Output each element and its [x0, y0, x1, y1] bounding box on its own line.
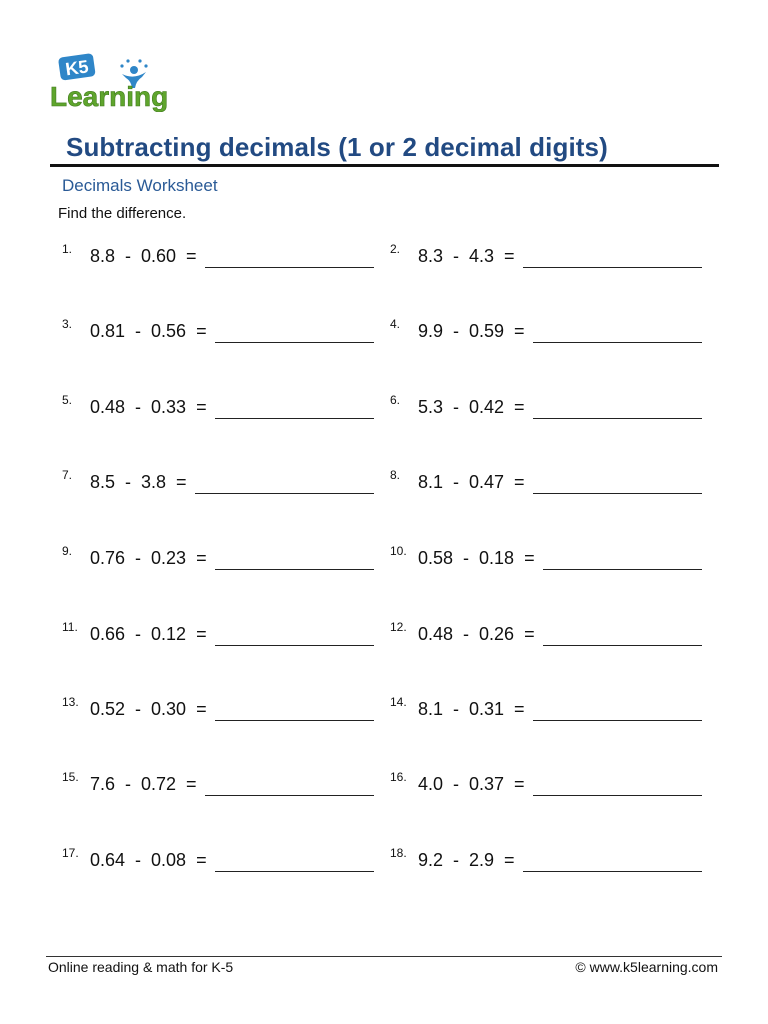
footer-tagline: Online reading & math for K-5 — [48, 959, 234, 975]
problem-11 — [62, 618, 374, 646]
answer-line[interactable] — [215, 341, 374, 343]
problem-expression: 0.52 - 0.30 = — [90, 699, 207, 719]
problem-8 — [390, 466, 702, 494]
problem-9 — [62, 542, 374, 570]
answer-line[interactable] — [215, 644, 374, 646]
answer-line[interactable] — [215, 417, 374, 419]
svg-text:Learning: Learning — [50, 81, 169, 112]
problem-number: 18. — [390, 846, 407, 860]
problem-expression: 8.5 - 3.8 = — [90, 472, 187, 492]
answer-line[interactable] — [215, 568, 374, 570]
problem-number: 12. — [390, 620, 407, 634]
problem-expression: 8.8 - 0.60 = — [90, 246, 197, 266]
svg-text:K5: K5 — [64, 56, 90, 80]
problem-7 — [62, 466, 374, 494]
problem-4 — [390, 315, 702, 343]
problem-number: 2. — [390, 242, 401, 256]
problem-number: 9. — [62, 544, 73, 558]
answer-line[interactable] — [533, 719, 702, 721]
problem-number: 6. — [390, 393, 401, 407]
problem-expression: 8.1 - 0.31 = — [418, 699, 525, 719]
problem-number: 8. — [390, 468, 401, 482]
problem-3 — [62, 315, 374, 343]
problem-expression: 9.9 - 0.59 = — [418, 321, 525, 341]
problem-16 — [390, 768, 702, 796]
problem-number: 14. — [390, 695, 407, 709]
answer-line[interactable] — [195, 492, 374, 494]
answer-line[interactable] — [523, 266, 702, 268]
problem-expression: 5.3 - 0.42 = — [418, 397, 525, 417]
page-title: Subtracting decimals (1 or 2 decimal digits) — [66, 132, 608, 162]
problem-expression: 0.48 - 0.33 = — [90, 397, 207, 417]
problem-14 — [390, 693, 702, 721]
problem-expression: 0.64 - 0.08 = — [90, 850, 207, 870]
problem-expression: 9.2 - 2.9 = — [418, 850, 515, 870]
problem-12 — [390, 618, 702, 646]
problem-expression: 0.66 - 0.12 = — [90, 624, 207, 644]
answer-line[interactable] — [215, 719, 374, 721]
problem-expression: 8.3 - 4.3 = — [418, 246, 515, 266]
answer-line[interactable] — [533, 341, 702, 343]
problem-10 — [390, 542, 702, 570]
problem-number: 3. — [62, 317, 73, 331]
problem-expression: 0.48 - 0.26 = — [418, 624, 535, 644]
answer-line[interactable] — [543, 568, 702, 570]
problem-6 — [390, 391, 702, 419]
problem-15 — [62, 768, 374, 796]
answer-line[interactable] — [215, 870, 374, 872]
problem-expression: 8.1 - 0.47 = — [418, 472, 525, 492]
answer-line[interactable] — [533, 794, 702, 796]
problem-number: 7. — [62, 468, 73, 482]
answer-line[interactable] — [533, 492, 702, 494]
answer-line[interactable] — [533, 417, 702, 419]
problem-number: 1. — [62, 242, 73, 256]
problem-5 — [62, 391, 374, 419]
problem-1 — [62, 240, 374, 268]
answer-line[interactable] — [543, 644, 702, 646]
problem-number: 11. — [62, 620, 78, 634]
footer-divider — [46, 956, 722, 957]
problem-expression: 0.81 - 0.56 = — [90, 321, 207, 341]
problem-number: 15. — [62, 770, 79, 784]
problem-expression: 4.0 - 0.37 = — [418, 774, 525, 794]
problem-13 — [62, 693, 374, 721]
worksheet-subtitle: Decimals Worksheet — [62, 176, 218, 195]
problem-number: 13. — [62, 695, 79, 709]
problem-number: 16. — [390, 770, 407, 784]
problem-number: 17. — [62, 846, 79, 860]
problem-number: 10. — [390, 544, 407, 558]
problem-number: 4. — [390, 317, 401, 331]
problem-expression: 0.76 - 0.23 = — [90, 548, 207, 568]
problem-expression: 0.58 - 0.18 = — [418, 548, 535, 568]
instructions: Find the difference. — [58, 205, 187, 222]
problem-2 — [390, 240, 702, 268]
answer-line[interactable] — [523, 870, 702, 872]
problem-17 — [62, 844, 374, 872]
answer-line[interactable] — [205, 794, 374, 796]
answer-line[interactable] — [205, 266, 374, 268]
problem-number: 5. — [62, 393, 73, 407]
problem-expression: 7.6 - 0.72 = — [90, 774, 197, 794]
problem-18 — [390, 844, 702, 872]
footer-website-link[interactable]: © www.k5learning.com — [575, 959, 718, 975]
